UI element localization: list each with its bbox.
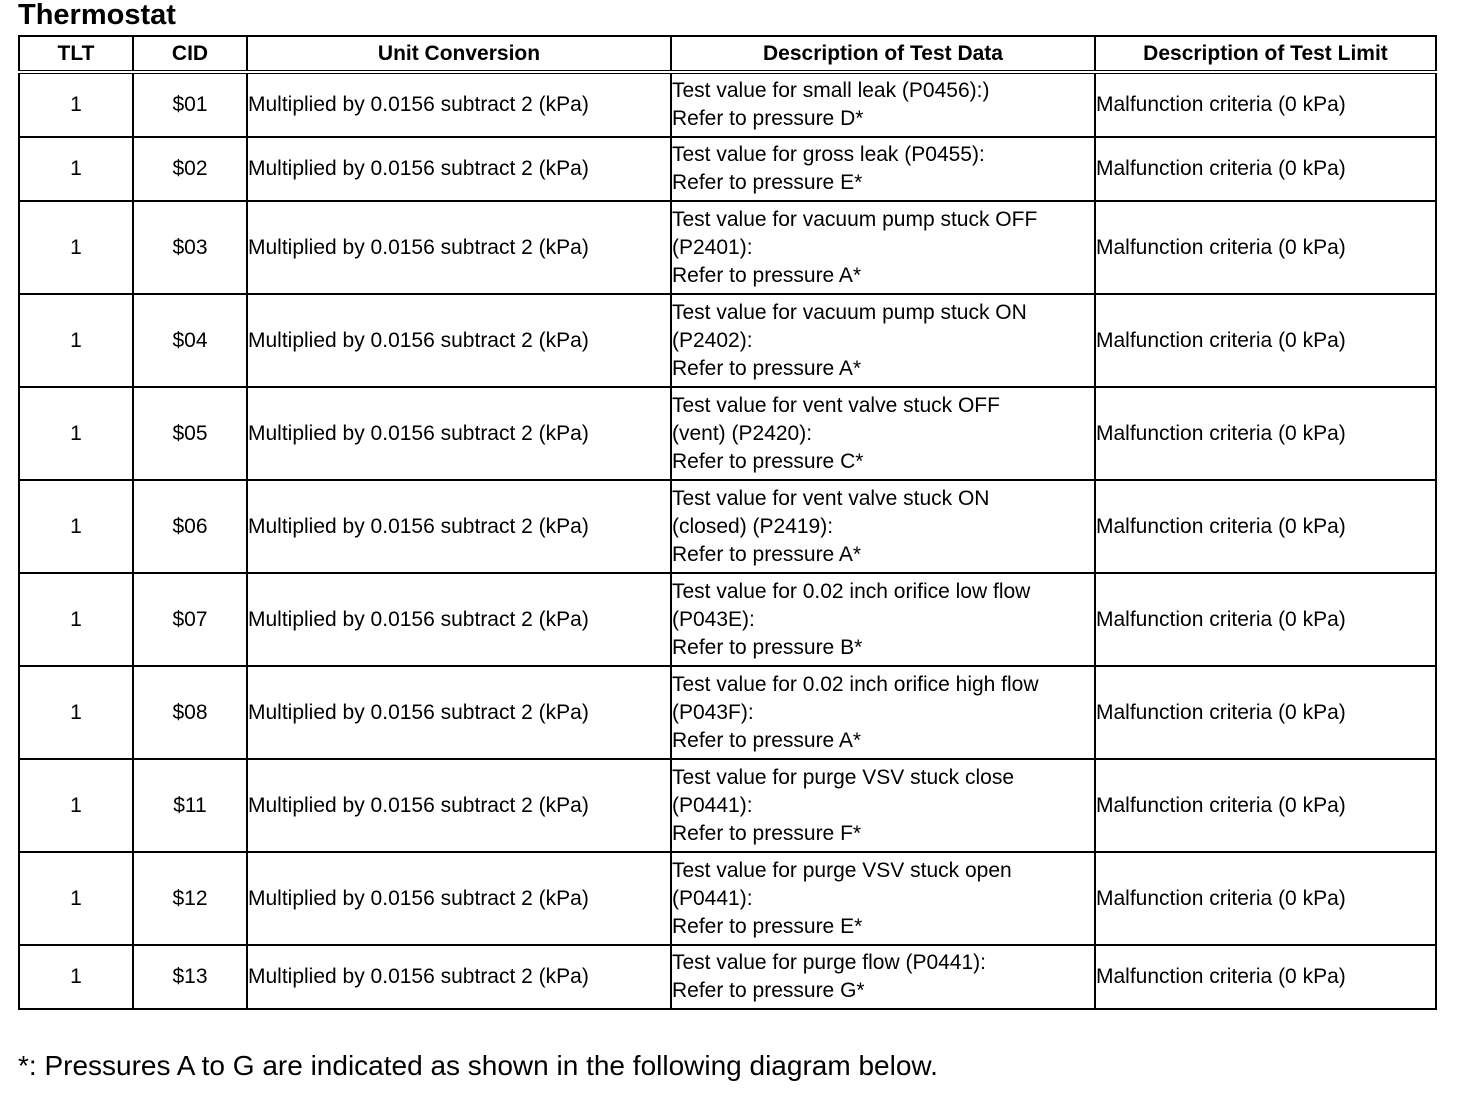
cell-cid: $07 [133, 573, 247, 666]
description-line: Test value for 0.02 inch orifice high flow [672, 672, 1039, 696]
description-line: Refer to pressure E* [672, 171, 863, 194]
description-line: (P2401): [672, 235, 753, 259]
header-cid: CID [133, 36, 247, 72]
cell-test-data-description [671, 387, 1095, 480]
table-body [19, 72, 1436, 1009]
cell-test-data-description [671, 72, 1095, 137]
description-line: Test value for purge flow (P0441): [672, 951, 986, 974]
header-tlt: TLT [19, 36, 133, 72]
cell-cid: $01 [133, 72, 247, 137]
description-line: Refer to pressure F* [672, 821, 862, 845]
cell-test-limit-description: Malfunction criteria (0 kPa) [1095, 201, 1436, 294]
description-line: Refer to pressure A* [672, 728, 862, 752]
cell-test-data-description [671, 201, 1095, 294]
cell-cid: $04 [133, 294, 247, 387]
cell-test-limit-description: Malfunction criteria (0 kPa) [1095, 759, 1436, 852]
description-line: (P0441): [672, 793, 753, 817]
cell-tlt: 1 [19, 945, 133, 1009]
cell-unit-conversion: Multiplied by 0.0156 subtract 2 (kPa) [247, 387, 671, 480]
cell-cid: $03 [133, 201, 247, 294]
cell-test-limit-description: Malfunction criteria (0 kPa) [1095, 480, 1436, 573]
table-row [19, 945, 1436, 1009]
description-line: Refer to pressure A* [672, 263, 862, 287]
cell-cid: $05 [133, 387, 247, 480]
cell-test-data-description [671, 573, 1095, 666]
cell-tlt: 1 [19, 387, 133, 480]
description-line: Test value for small leak (P0456):) [672, 79, 990, 102]
cell-tlt: 1 [19, 137, 133, 201]
test-data-table [18, 35, 1437, 1010]
description-line: (P043F): [672, 700, 754, 724]
header-test-data-description: Description of Test Data [671, 36, 1095, 72]
cell-unit-conversion: Multiplied by 0.0156 subtract 2 (kPa) [247, 294, 671, 387]
header-test-limit-description: Description of Test Limit [1095, 36, 1436, 72]
cell-test-data-description [671, 137, 1095, 201]
description-line: (P2402): [672, 328, 753, 352]
cell-test-data-description [671, 294, 1095, 387]
description-line: Refer to pressure G* [672, 979, 865, 1002]
cell-cid: $06 [133, 480, 247, 573]
cell-tlt: 1 [19, 759, 133, 852]
description-line: Refer to pressure C* [672, 449, 864, 473]
table-row [19, 72, 1436, 137]
cell-tlt: 1 [19, 72, 133, 137]
cell-tlt: 1 [19, 294, 133, 387]
cell-test-data-description [671, 666, 1095, 759]
table-row [19, 387, 1436, 480]
description-line: Test value for purge VSV stuck close [672, 765, 1014, 789]
cell-unit-conversion: Multiplied by 0.0156 subtract 2 (kPa) [247, 852, 671, 945]
description-line: Test value for gross leak (P0455): [672, 143, 985, 166]
header-unit-conversion: Unit Conversion [247, 36, 671, 72]
cell-cid: $11 [133, 759, 247, 852]
cell-tlt: 1 [19, 666, 133, 759]
cell-tlt: 1 [19, 573, 133, 666]
cell-test-data-description [671, 759, 1095, 852]
table-row [19, 480, 1436, 573]
cell-test-limit-description: Malfunction criteria (0 kPa) [1095, 573, 1436, 666]
description-line: Test value for vacuum pump stuck ON [672, 300, 1027, 324]
cell-cid: $13 [133, 945, 247, 1009]
cell-tlt: 1 [19, 201, 133, 294]
table-row [19, 201, 1436, 294]
cell-test-data-description [671, 945, 1095, 1009]
page-title: Thermostat [18, 0, 176, 31]
cell-test-limit-description: Malfunction criteria (0 kPa) [1095, 137, 1436, 201]
cell-test-limit-description: Malfunction criteria (0 kPa) [1095, 387, 1436, 480]
cell-test-limit-description: Malfunction criteria (0 kPa) [1095, 852, 1436, 945]
cell-test-limit-description: Malfunction criteria (0 kPa) [1095, 666, 1436, 759]
cell-test-data-description [671, 480, 1095, 573]
table-row [19, 759, 1436, 852]
table-row [19, 294, 1436, 387]
cell-test-limit-description: Malfunction criteria (0 kPa) [1095, 945, 1436, 1009]
cell-unit-conversion: Multiplied by 0.0156 subtract 2 (kPa) [247, 201, 671, 294]
cell-tlt: 1 [19, 852, 133, 945]
description-line: (P043E): [672, 607, 755, 631]
table-row [19, 137, 1436, 201]
cell-unit-conversion: Multiplied by 0.0156 subtract 2 (kPa) [247, 137, 671, 201]
description-line: Test value for 0.02 inch orifice low flow [672, 579, 1031, 603]
description-line: Test value for vent valve stuck ON [672, 486, 990, 510]
cell-unit-conversion: Multiplied by 0.0156 subtract 2 (kPa) [247, 573, 671, 666]
cell-test-limit-description: Malfunction criteria (0 kPa) [1095, 294, 1436, 387]
table-row [19, 666, 1436, 759]
description-line: Refer to pressure A* [672, 542, 862, 566]
cell-tlt: 1 [19, 480, 133, 573]
table-header-row [19, 36, 1436, 72]
cell-test-limit-description: Malfunction criteria (0 kPa) [1095, 72, 1436, 137]
description-line: Refer to pressure E* [672, 914, 863, 938]
description-line: Test value for vacuum pump stuck OFF [672, 207, 1038, 231]
cell-unit-conversion: Multiplied by 0.0156 subtract 2 (kPa) [247, 945, 671, 1009]
description-line: Test value for vent valve stuck OFF [672, 393, 1000, 417]
description-line: (vent) (P2420): [672, 421, 813, 445]
cell-unit-conversion: Multiplied by 0.0156 subtract 2 (kPa) [247, 666, 671, 759]
description-line: Refer to pressure B* [672, 635, 863, 659]
description-line: (P0441): [672, 886, 753, 910]
cell-cid: $12 [133, 852, 247, 945]
description-line: Refer to pressure D* [672, 107, 864, 130]
cell-unit-conversion: Multiplied by 0.0156 subtract 2 (kPa) [247, 759, 671, 852]
cell-unit-conversion: Multiplied by 0.0156 subtract 2 (kPa) [247, 72, 671, 137]
cell-unit-conversion: Multiplied by 0.0156 subtract 2 (kPa) [247, 480, 671, 573]
table-row [19, 852, 1436, 945]
cell-cid: $02 [133, 137, 247, 201]
description-line: Test value for purge VSV stuck open [672, 858, 1012, 882]
description-line: Refer to pressure A* [672, 356, 862, 380]
table-row [19, 573, 1436, 666]
footnote: *: Pressures A to G are indicated as shown in the following diagram below. [18, 1050, 938, 1081]
cell-test-data-description [671, 852, 1095, 945]
cell-cid: $08 [133, 666, 247, 759]
description-line: (closed) (P2419): [672, 514, 834, 538]
